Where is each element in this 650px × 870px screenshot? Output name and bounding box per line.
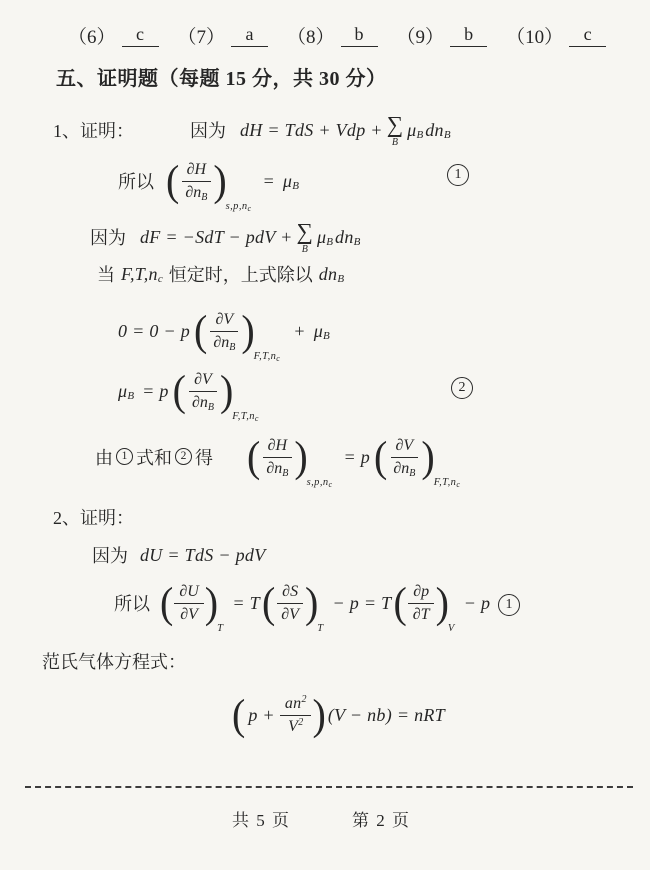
- den-text: ∂n: [191, 393, 208, 411]
- partial-derivative-S: [261, 578, 325, 634]
- den-text: ∂n: [393, 459, 410, 477]
- proof1-label: 1、证明：: [53, 121, 134, 141]
- constraint-subscript: [217, 623, 223, 634]
- fraction-denominator: ∂V: [281, 605, 299, 623]
- left-paren: (: [393, 578, 407, 627]
- den-subscript: B: [282, 467, 289, 479]
- cond-text: T: [217, 623, 224, 634]
- tag-number: 1: [121, 450, 128, 462]
- cond-subsub: c: [328, 480, 333, 489]
- fraction-denominator: [388, 458, 420, 478]
- mu-symbol: μ: [313, 320, 324, 341]
- partial-derivative-H: [166, 156, 252, 213]
- cond-text: s,p,n: [225, 201, 248, 212]
- summation: [297, 220, 313, 255]
- left-paren: (: [374, 432, 388, 481]
- conclusion-pre: 由: [95, 448, 113, 468]
- den-subscript: B: [229, 341, 236, 353]
- inline-tag-circle-2: [175, 448, 192, 465]
- answer-number: （6）: [68, 27, 116, 48]
- left-paren: (: [166, 156, 180, 205]
- tag-number: 1: [454, 167, 462, 182]
- answer-blank: c: [569, 24, 606, 47]
- dn-term: dn: [335, 226, 354, 247]
- fraction-numerator: ∂V: [189, 371, 217, 392]
- mu-subscript: B: [326, 236, 334, 248]
- den-text: ∂n: [213, 333, 230, 351]
- plus-sign: +: [293, 320, 306, 341]
- mu-subscript: B: [292, 180, 299, 192]
- dashed-divider: [25, 786, 633, 788]
- den-subscript: B: [201, 191, 208, 203]
- dn-subscript: B: [337, 273, 345, 285]
- fraction: [388, 437, 420, 478]
- summation-index: B: [301, 243, 308, 255]
- fraction: [276, 583, 304, 624]
- fraction-denominator: [208, 332, 240, 352]
- den-subscript: B: [409, 467, 416, 479]
- equation-dU: dU = TdS − pdV: [140, 544, 266, 565]
- proof1-line7: [95, 426, 461, 488]
- constraint-subscript: [448, 623, 455, 634]
- cond-text: F,T,n: [232, 411, 255, 422]
- answers-line: [68, 22, 612, 49]
- keyword-because: 因为: [92, 546, 128, 566]
- answer-blank: b: [341, 24, 378, 47]
- fraction-numerator: ∂V: [391, 437, 419, 458]
- left-paren: (: [232, 690, 246, 739]
- left-paren: (: [194, 306, 208, 355]
- answer-number: （8）: [287, 27, 335, 48]
- den-text: ∂n: [266, 459, 283, 477]
- cond-text: V: [447, 623, 455, 634]
- vdw-equation: [232, 684, 445, 746]
- sigma-icon: ∑: [296, 218, 313, 244]
- answer-blank: c: [122, 24, 159, 47]
- constraint-subscript: [232, 411, 259, 422]
- left-paren: (: [247, 432, 261, 481]
- equals-p: = p: [142, 380, 169, 401]
- proof1-line5: [118, 301, 332, 361]
- right-paren: ): [304, 578, 319, 627]
- fraction-numerator: ∂p: [408, 583, 434, 604]
- left-paren: (: [160, 578, 174, 627]
- proof1-line1: [53, 103, 453, 157]
- fraction: [280, 695, 312, 736]
- constant-vars-subscript: c: [157, 273, 163, 285]
- answer-number: （7）: [177, 27, 226, 48]
- den-text: ∂n: [185, 183, 202, 201]
- p-plus: p +: [248, 704, 275, 725]
- constant-vars: F,T,n: [121, 263, 158, 284]
- answer-blank: a: [231, 24, 268, 47]
- fraction-denominator: [283, 716, 308, 736]
- fraction: [180, 161, 212, 202]
- mu-subscript: B: [416, 129, 424, 141]
- mu-symbol: μ: [316, 226, 327, 247]
- vdw-label-row: [42, 648, 186, 674]
- fraction: [408, 583, 435, 624]
- mu-subscript: B: [127, 390, 135, 402]
- an-exponent: 2: [301, 693, 307, 705]
- partial-derivative-V: [172, 366, 260, 423]
- V-exponent: 2: [298, 716, 304, 728]
- partial-derivative-V: [194, 306, 281, 363]
- partial-derivative-U: [160, 578, 224, 634]
- proof1-line4: [97, 261, 346, 287]
- cond-text: F,T,n: [433, 477, 457, 488]
- fraction-denominator: ∂V: [180, 605, 198, 623]
- fraction-denominator: [261, 458, 293, 478]
- right-paren: ): [204, 578, 219, 627]
- dn-term: dn: [425, 119, 444, 140]
- fraction-numerator: ∂S: [277, 583, 303, 604]
- equation-dH: dH = TdS + Vdp +: [240, 119, 383, 140]
- mu-symbol: μ: [407, 119, 417, 140]
- cond-subsub: c: [254, 414, 259, 423]
- equation-tag-circle-1: [447, 164, 469, 186]
- keyword-therefore: 所以: [118, 172, 154, 192]
- equals-p: = p: [343, 446, 371, 467]
- right-paren: ): [213, 156, 227, 205]
- inline-tag-circle-1: [116, 448, 133, 465]
- proof2-line1: [92, 541, 266, 569]
- fraction: [261, 437, 293, 478]
- footer-current-page: 第 2 页: [352, 811, 411, 830]
- fraction: [174, 583, 203, 624]
- mu-subscript: B: [323, 330, 330, 342]
- fraction-numerator: ∂V: [210, 311, 238, 332]
- an-term: an: [284, 694, 302, 712]
- equation-dF: dF = −SdT − pdV +: [140, 226, 293, 247]
- V-term: V: [288, 717, 299, 735]
- vdw-label: 范氏气体方程式：: [42, 652, 186, 672]
- right-paren: ): [241, 306, 255, 355]
- partial-derivative-V: [374, 432, 461, 489]
- answer-blank: b: [450, 24, 487, 47]
- section-heading-text: 五、证明题（每题 15 分，共 30 分）: [56, 68, 387, 90]
- cond-subsub: c: [247, 204, 252, 213]
- right-paren: ): [312, 690, 326, 739]
- left-paren: (: [172, 366, 186, 415]
- constraint-subscript: [307, 477, 333, 488]
- summation: [387, 113, 403, 148]
- proof1-line2: [118, 151, 301, 211]
- minus-p-equals-T: − p = T: [332, 592, 392, 613]
- fraction-numerator: ∂H: [182, 161, 211, 182]
- dn-term: dn: [318, 263, 338, 284]
- equals-T: = T: [232, 592, 260, 613]
- proof2-line2: [114, 572, 490, 634]
- proof1-line6: [118, 361, 260, 421]
- equation-head: 0 = 0 − p: [118, 320, 190, 341]
- cond-subsub: c: [456, 480, 461, 489]
- answer-number: （10）: [506, 27, 564, 48]
- partial-derivative-p: [393, 578, 455, 634]
- cond-text: s,p,n: [306, 477, 329, 488]
- right-paren: ): [421, 432, 435, 481]
- footer-total-pages: 共 5 页: [232, 811, 291, 830]
- right-paren: ): [435, 578, 449, 627]
- fraction-numerator: ∂U: [174, 583, 203, 604]
- constraint-subscript: [434, 477, 461, 488]
- cond-text: T: [317, 623, 324, 634]
- mu-symbol: μ: [118, 380, 128, 401]
- equals-sign: =: [262, 170, 275, 191]
- fraction-denominator: [180, 182, 212, 202]
- summation-index: B: [391, 136, 398, 148]
- conclusion-mid: 式和: [136, 448, 172, 468]
- fraction-numerator: ∂H: [263, 437, 292, 458]
- fraction: [208, 311, 240, 352]
- cond-subsub: c: [276, 354, 281, 363]
- constraint-subscript: [317, 623, 323, 634]
- fraction-denominator: [187, 392, 219, 412]
- equation-tag-circle-1b: [498, 594, 520, 616]
- dn-subscript: B: [443, 129, 451, 141]
- keyword-therefore: 所以: [114, 594, 150, 614]
- tag-number: 1: [505, 597, 513, 612]
- left-paren: (: [261, 578, 276, 627]
- proof1-line3: [90, 211, 362, 263]
- condition-text: 恒定时，上式除以: [168, 265, 313, 285]
- cond-text: F,T,n: [253, 351, 277, 362]
- dn-subscript: B: [353, 236, 361, 248]
- keyword-because: 因为: [90, 228, 126, 248]
- proof2-label-row: [53, 504, 134, 530]
- fraction: [187, 371, 219, 412]
- den-subscript: B: [207, 401, 214, 413]
- fraction-numerator: [280, 695, 312, 716]
- equation-tag-circle-2: [451, 377, 473, 399]
- section-heading: [56, 62, 387, 91]
- right-paren: ): [294, 432, 308, 481]
- conclusion-post: 得: [195, 448, 213, 468]
- mu-symbol: μ: [282, 170, 293, 191]
- tag-number: 2: [180, 450, 187, 462]
- proof2-label: 2、证明：: [53, 508, 134, 528]
- keyword-because: 因为: [190, 121, 226, 141]
- partial-derivative-H: [247, 432, 333, 489]
- tag-number: 2: [458, 380, 466, 395]
- keyword-when: 当: [97, 265, 115, 285]
- vdw-tail: (V − nb) = nRT: [327, 704, 445, 725]
- minus-p-tail: − p: [463, 592, 491, 613]
- sigma-icon: ∑: [386, 111, 404, 137]
- right-paren: ): [219, 366, 234, 415]
- fraction-denominator: ∂T: [412, 605, 430, 623]
- answer-number: （9）: [396, 27, 445, 48]
